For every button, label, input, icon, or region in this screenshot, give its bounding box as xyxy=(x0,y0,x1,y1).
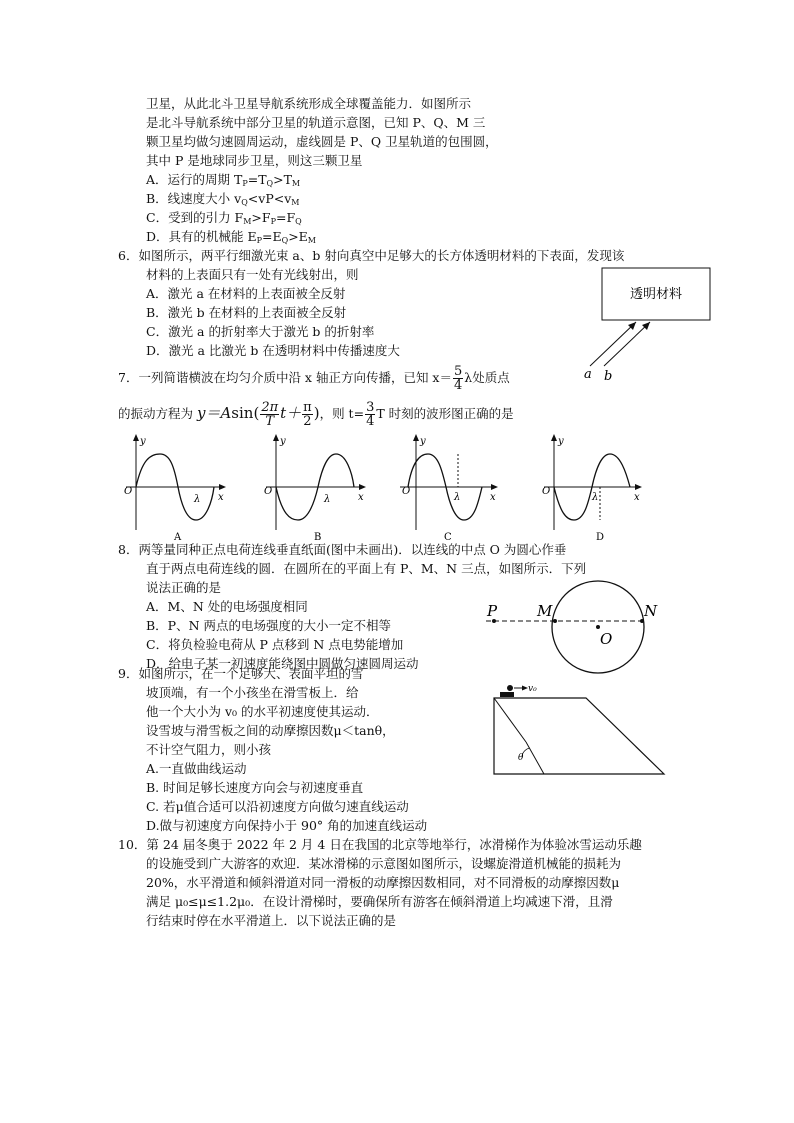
q8-option-c: C．将负检验电荷从 P 点移到 N 点电势能增加 xyxy=(146,637,404,652)
q9-figure xyxy=(486,682,672,778)
svg-text:x: x xyxy=(634,492,640,503)
q9-option-d: D.做与初速度方向保持小于 90° 角的加速直线运动 xyxy=(146,818,428,833)
q9-option-c: C. 若μ值合适可以沿初速度方向做匀速直线运动 xyxy=(146,799,409,814)
q6-figure xyxy=(570,262,720,387)
origin-label: O xyxy=(124,486,133,497)
q6-stem-line-1: 6．如图所示，两平行细激光束 a、b 射向真空中足够大的长方体透明材料的下表面，发现该 xyxy=(118,248,625,263)
q9-stem-line-1: 9．如图所示，在一个足够大、表面平坦的雪 xyxy=(118,666,364,681)
q7-graph-d xyxy=(540,432,650,542)
q8-option-a: A．M、N 处的电场强度相同 xyxy=(146,599,308,614)
beam-b-label: b xyxy=(604,369,613,384)
label-m: M xyxy=(537,602,553,620)
q6-option-a: A．激光 a 在材料的上表面被全反射 xyxy=(146,286,346,301)
lambda-label: λ xyxy=(194,494,201,505)
q10-stem-line-4: 满足 μ₀≤μ≤1.2μ₀．在设计滑梯时，要确保所有游客在倾斜滑道上均减速下滑，且滑 xyxy=(146,894,613,909)
q9-option-a: A.一直做曲线运动 xyxy=(146,761,247,776)
caption-a: A xyxy=(174,532,182,543)
q10-stem-line-3: 20%，水平滑道和倾斜滑道对同一滑板的动摩擦因数相同，对不同滑板的动摩擦因数μ xyxy=(146,875,620,890)
q5-line-4: 其中 P 是地球同步卫星，则这三颗卫星 xyxy=(146,153,363,168)
q5-line-2: 是北斗导航系统中部分卫星的轨道示意图，已知 P、Q、M 三 xyxy=(146,115,486,130)
svg-text:O: O xyxy=(542,486,551,497)
svg-text:O: O xyxy=(264,486,273,497)
q10-stem-line-1: 10．第 24 届冬奥于 2022 年 2 月 4 日在我国的北京等地举行，冰滑梯作为体验冰雪运动乐趣 xyxy=(118,837,642,852)
svg-text:x: x xyxy=(490,492,496,503)
q8-figure xyxy=(480,580,680,680)
q5-option-d: D．具有的机械能 $E_P=E_Q>E_M$ xyxy=(146,229,316,245)
q10-stem-line-2: 的设施受到广大游客的欢迎．某冰滑梯的示意图如图所示，设螺旋滑道机械能的损耗为 xyxy=(146,856,622,871)
label-n: N xyxy=(644,602,658,620)
q5-option-a: A．运行的周期 $T_P=T_Q>T_M$ xyxy=(146,172,301,188)
x-label: x xyxy=(218,492,224,503)
q5-option-b: B．线速度大小 $v_Q<vP<v_M$ xyxy=(146,191,300,207)
svg-text:x: x xyxy=(358,492,364,503)
svg-text:λ: λ xyxy=(324,494,331,505)
label-p: P xyxy=(487,602,498,620)
svg-text:y: y xyxy=(558,436,564,447)
child-head xyxy=(507,685,513,691)
q9-option-b: B. 时间足够长速度方向会与初速度垂直 xyxy=(146,780,364,795)
slope-edge xyxy=(494,698,526,742)
q7-graph-b xyxy=(262,432,372,542)
q7-stem-line-1: 7．一列简谐横波在均匀介质中沿 x 轴正方向传播，已知 x＝ $\frac{5}{4}$ λ处质点 xyxy=(118,364,510,393)
q7-stem-line-2: 的振动方程为 y＝Asin( $\frac{2\pi}{T}$ t＋ $\frac{\pi}{2}$ )，则 t= $\frac{3}{4}$ T 时刻的波形图正确的是 xyxy=(118,400,514,429)
q6-option-d: D．激光 a 比激光 b 在透明材料中传播速度大 xyxy=(146,343,400,358)
svg-text:λ: λ xyxy=(592,492,599,503)
slope-face xyxy=(526,742,544,774)
q9-stem-line-4: 设雪坡与滑雪板之间的动摩擦因数μ＜tanθ， xyxy=(146,723,395,738)
q10-stem-line-5: 行结束时停在水平滑道上．以下说法正确的是 xyxy=(146,913,397,928)
beam-a xyxy=(590,322,636,366)
label-o: O xyxy=(600,630,613,648)
q9-stem-line-5: 不计空气阻力，则小孩 xyxy=(146,742,272,757)
theta-label: θ xyxy=(518,753,524,763)
q6-option-c: C．激光 a 的折射率大于激光 b 的折射率 xyxy=(146,324,375,339)
q6-stem-line-2: 材料的上表面只有一处有光线射出，则 xyxy=(146,267,359,282)
y-label: y xyxy=(140,436,146,447)
svg-text:O: O xyxy=(402,486,411,497)
q9-stem-line-3: 他一个大小为 v₀ 的水平初速度使其运动． xyxy=(146,704,379,719)
caption-c: C xyxy=(444,532,452,543)
v0-label: v₀ xyxy=(528,684,537,694)
svg-text:y: y xyxy=(420,436,426,447)
q6-option-b: B．激光 b 在材料的上表面被全反射 xyxy=(146,305,347,320)
q7-graph-a xyxy=(122,432,232,542)
q9-stem-line-2: 坡顶端，有一个小孩坐在滑雪板上．给 xyxy=(146,685,359,700)
q8-option-d: D．给电子某一初速度能绕图中圆做匀速圆周运动 xyxy=(146,656,419,671)
svg-text:λ: λ xyxy=(454,492,461,503)
point-m xyxy=(553,619,557,623)
q7-graph-c xyxy=(394,432,504,542)
child-sled xyxy=(500,692,514,697)
q5-option-c: C．受到的引力 $F_M>F_P=F_Q$ xyxy=(146,210,302,226)
q5-line-3: 颗卫星均做匀速圆周运动，虚线圆是 P、Q 卫星轨道的包围圆， xyxy=(146,134,498,149)
q8-stem-line-3: 说法正确的是 xyxy=(146,580,222,595)
svg-text:y: y xyxy=(280,436,286,447)
q8-stem-line-1: 8．两等量同种正点电荷连线垂直纸面(图中未画出)．以连线的中点 O 为圆心作垂 xyxy=(118,542,567,557)
caption-b: B xyxy=(314,532,322,543)
beam-a-label: a xyxy=(584,367,592,382)
point-o xyxy=(596,625,600,629)
beam-b xyxy=(604,322,650,366)
caption-d: D xyxy=(596,532,605,543)
q8-option-b: B．P、N 两点的电场强度的大小一定不相等 xyxy=(146,618,392,633)
q5-line-1: 卫星，从此北斗卫星导航系统形成全球覆盖能力．如图所示 xyxy=(146,96,472,111)
q8-stem-line-2: 直于两点电荷连线的圆．在圆所在的平面上有 P、M、N 三点，如图所示．下列 xyxy=(146,561,587,576)
material-label: 透明材料 xyxy=(629,287,683,302)
